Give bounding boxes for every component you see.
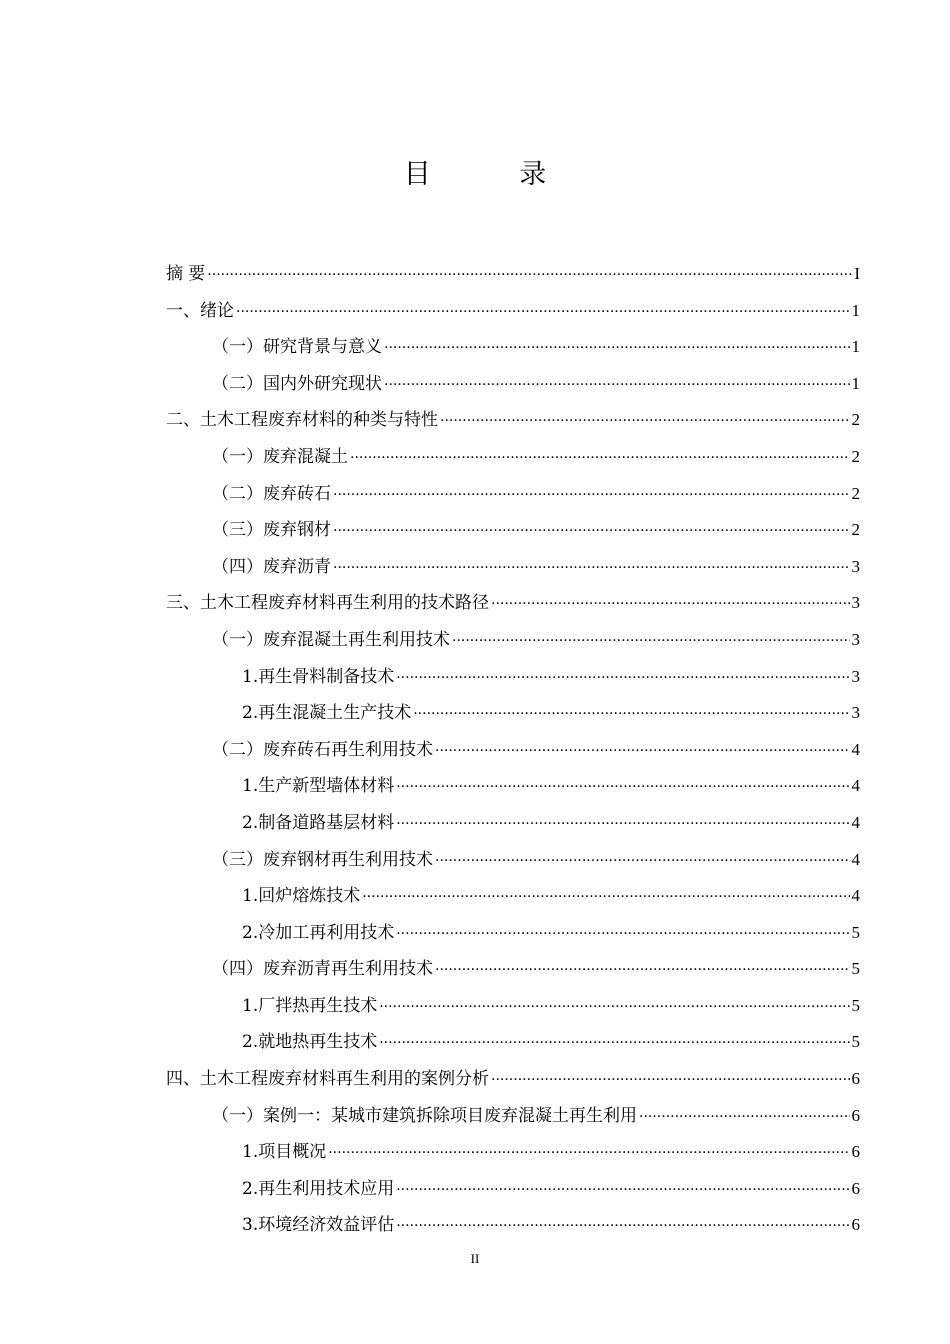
toc-entry-page: 5	[851, 995, 860, 1015]
toc-entry[interactable]	[166, 1207, 860, 1244]
toc-entry-page: 3	[851, 629, 860, 649]
toc-entry[interactable]	[166, 951, 860, 988]
toc-entry-page: 2	[851, 410, 860, 430]
toc-entry-page: 4	[851, 849, 860, 869]
toc-leader-dots	[435, 947, 850, 985]
toc-entry-label: 废弃混凝土	[263, 446, 348, 467]
toc-entry-label: 再生骨料制备技术	[258, 666, 395, 687]
toc-entry[interactable]	[166, 293, 860, 330]
toc-entry-page: 4	[851, 776, 860, 796]
toc-entry-number: 2.	[242, 922, 259, 943]
toc-entry-number: 二、	[166, 410, 200, 431]
toc-leader-dots	[452, 618, 850, 656]
toc-leader-dots	[328, 1130, 849, 1168]
toc-entry-number: 2.	[242, 703, 259, 724]
toc-entry-label: 项目概况	[258, 1142, 327, 1163]
toc-entry-label: 土木工程废弃材料再生利用的技术路径	[200, 593, 489, 614]
toc-entry-page: 2	[851, 520, 860, 540]
toc-leader-dots	[236, 289, 850, 327]
toc-entry-number: 一、	[166, 300, 200, 321]
toc-entry-page: 5	[851, 959, 860, 979]
toc-entry-number: （二）	[212, 483, 263, 504]
toc-entry[interactable]	[166, 1134, 860, 1171]
toc-entry[interactable]	[166, 366, 860, 403]
toc-entry-page: 6	[851, 1105, 860, 1125]
toc-entry-page: 6	[851, 1178, 860, 1198]
toc-entry-number: 三、	[166, 593, 200, 614]
toc-entry[interactable]	[166, 842, 860, 879]
toc-entry[interactable]	[166, 476, 860, 513]
toc-entry-label: 再生利用技术应用	[258, 1178, 395, 1199]
toc-entry-label: 废弃沥青再生利用技术	[263, 959, 433, 980]
toc-entry-label: 要	[188, 264, 206, 284]
toc-entry-label: 冷加工再利用技术	[258, 922, 395, 943]
toc-entry-page: 6	[851, 1069, 860, 1089]
toc-entry-label: 厂拌热再生技术	[258, 995, 378, 1016]
toc-entry[interactable]	[166, 402, 860, 439]
toc-entry-number: 摘	[166, 264, 183, 284]
toc-entry[interactable]	[166, 695, 860, 732]
toc-leader-dots	[396, 655, 849, 693]
toc-entry-page: I	[854, 264, 860, 283]
toc-entry[interactable]	[166, 1098, 860, 1135]
toc-entry[interactable]	[166, 622, 860, 659]
toc-leader-dots	[396, 1167, 849, 1205]
toc-entry-number: 3.	[242, 1215, 259, 1236]
toc-entry-number: （一）	[212, 1105, 263, 1126]
toc-entry[interactable]	[166, 329, 860, 366]
toc-entry-number: （三）	[212, 520, 263, 541]
toc-entry-page: 5	[851, 1032, 860, 1052]
toc-entry-label: 国内外研究现状	[263, 373, 382, 394]
toc-leader-dots	[413, 691, 849, 729]
toc-entry[interactable]	[166, 1061, 860, 1098]
toc-entry-label: 废弃钢材再生利用技术	[263, 849, 433, 870]
toc-entry-number: 1.	[242, 995, 259, 1016]
toc-entry[interactable]	[166, 585, 860, 622]
toc-entry-label: 环境经济效益评估	[258, 1215, 395, 1236]
toc-entry-number: 2.	[242, 1032, 259, 1053]
toc-entry-number: （一）	[212, 337, 263, 358]
toc-leader-dots	[207, 252, 852, 290]
toc-entry-page: 6	[851, 1215, 860, 1235]
page-number: II	[470, 1251, 480, 1266]
toc-leader-dots	[333, 508, 850, 546]
toc-entry-label: 再生混凝土生产技术	[258, 703, 412, 724]
toc-entry-label: 废弃混凝土再生利用技术	[263, 629, 450, 650]
toc-entry-page: 1	[851, 373, 860, 393]
toc-entry-label: 回炉熔炼技术	[258, 886, 361, 907]
toc-entry-label: 废弃钢材	[263, 520, 331, 541]
toc-entry-number: （二）	[212, 373, 263, 394]
toc-entry-page: 4	[851, 812, 860, 832]
toc-entry-label: 案例一：某城市建筑拆除项目废弃混凝土再生利用	[263, 1105, 637, 1126]
toc-entry-label: 废弃砖石再生利用技术	[263, 739, 433, 760]
toc-entry[interactable]	[166, 915, 860, 952]
table-of-contents	[166, 256, 860, 1244]
toc-entry-label: 废弃沥青	[263, 556, 331, 577]
toc-entry-label: 就地热再生技术	[258, 1032, 378, 1053]
toc-entry-page: 2	[851, 483, 860, 503]
toc-entry-page: 4	[851, 886, 860, 906]
toc-leader-dots	[362, 874, 849, 912]
toc-entry-number: 1.	[242, 666, 259, 687]
toc-entry-page: 3	[851, 593, 860, 613]
toc-entry[interactable]	[166, 805, 860, 842]
toc-entry-number: 2.	[242, 812, 259, 833]
toc-entry-page: 2	[851, 446, 860, 466]
toc-entry-number: 2.	[242, 1178, 259, 1199]
toc-leader-dots	[639, 1094, 850, 1132]
toc-entry-page: 5	[851, 922, 860, 942]
toc-leader-dots	[491, 581, 850, 619]
toc-entry-number: （四）	[212, 959, 263, 980]
toc-entry-page: 3	[851, 703, 860, 723]
toc-entry-label: 土木工程废弃材料再生利用的案例分析	[200, 1069, 489, 1090]
toc-leader-dots	[396, 1203, 849, 1241]
toc-entry-label: 生产新型墙体材料	[258, 776, 395, 797]
toc-leader-dots	[440, 398, 850, 436]
toc-entry-number: 1.	[242, 776, 259, 797]
toc-entry[interactable]	[166, 878, 860, 915]
toc-leader-dots	[491, 1057, 850, 1095]
toc-entry[interactable]	[166, 1024, 860, 1061]
toc-leader-dots	[379, 1020, 849, 1058]
toc-leader-dots	[396, 801, 849, 839]
toc-entry-page: 6	[851, 1142, 860, 1162]
toc-entry-page: 1	[851, 300, 860, 320]
toc-entry-number: （四）	[212, 556, 263, 577]
toc-leader-dots	[350, 435, 850, 473]
toc-entry[interactable]	[166, 256, 860, 293]
toc-entry-label: 土木工程废弃材料的种类与特性	[200, 410, 438, 431]
toc-entry[interactable]	[166, 768, 860, 805]
toc-entry[interactable]	[166, 1171, 860, 1208]
toc-entry-number: 1.	[242, 1142, 259, 1163]
toc-entry-label: 制备道路基层材料	[258, 812, 395, 833]
toc-entry[interactable]	[166, 439, 860, 476]
toc-entry[interactable]	[166, 659, 860, 696]
toc-entry-number: （一）	[212, 629, 263, 650]
toc-leader-dots	[396, 764, 849, 802]
toc-leader-dots	[333, 545, 850, 583]
toc-entry-label: 废弃砖石	[263, 483, 331, 504]
toc-entry-page: 1	[851, 337, 860, 357]
toc-leader-dots	[333, 472, 850, 510]
toc-leader-dots	[384, 362, 850, 400]
page-title: 目 录	[403, 159, 587, 190]
toc-leader-dots	[379, 984, 849, 1022]
toc-leader-dots	[435, 838, 850, 876]
toc-entry-number: （二）	[212, 739, 263, 760]
toc-entry-label: 绪论	[200, 300, 234, 321]
toc-entry-page: 3	[851, 556, 860, 576]
toc-leader-dots	[435, 728, 850, 766]
toc-entry-label: 研究背景与意义	[263, 337, 382, 358]
toc-entry-number: （一）	[212, 446, 263, 467]
toc-entry[interactable]	[166, 512, 860, 549]
toc-entry-page: 3	[851, 666, 860, 686]
toc-entry[interactable]	[166, 988, 860, 1025]
toc-entry-page: 4	[851, 739, 860, 759]
toc-entry-number: 1.	[242, 886, 259, 907]
toc-entry[interactable]	[166, 549, 860, 586]
toc-entry-number: （三）	[212, 849, 263, 870]
toc-entry[interactable]	[166, 732, 860, 769]
toc-entry-number: 四、	[166, 1069, 200, 1090]
toc-leader-dots	[384, 325, 850, 363]
toc-leader-dots	[396, 911, 849, 949]
